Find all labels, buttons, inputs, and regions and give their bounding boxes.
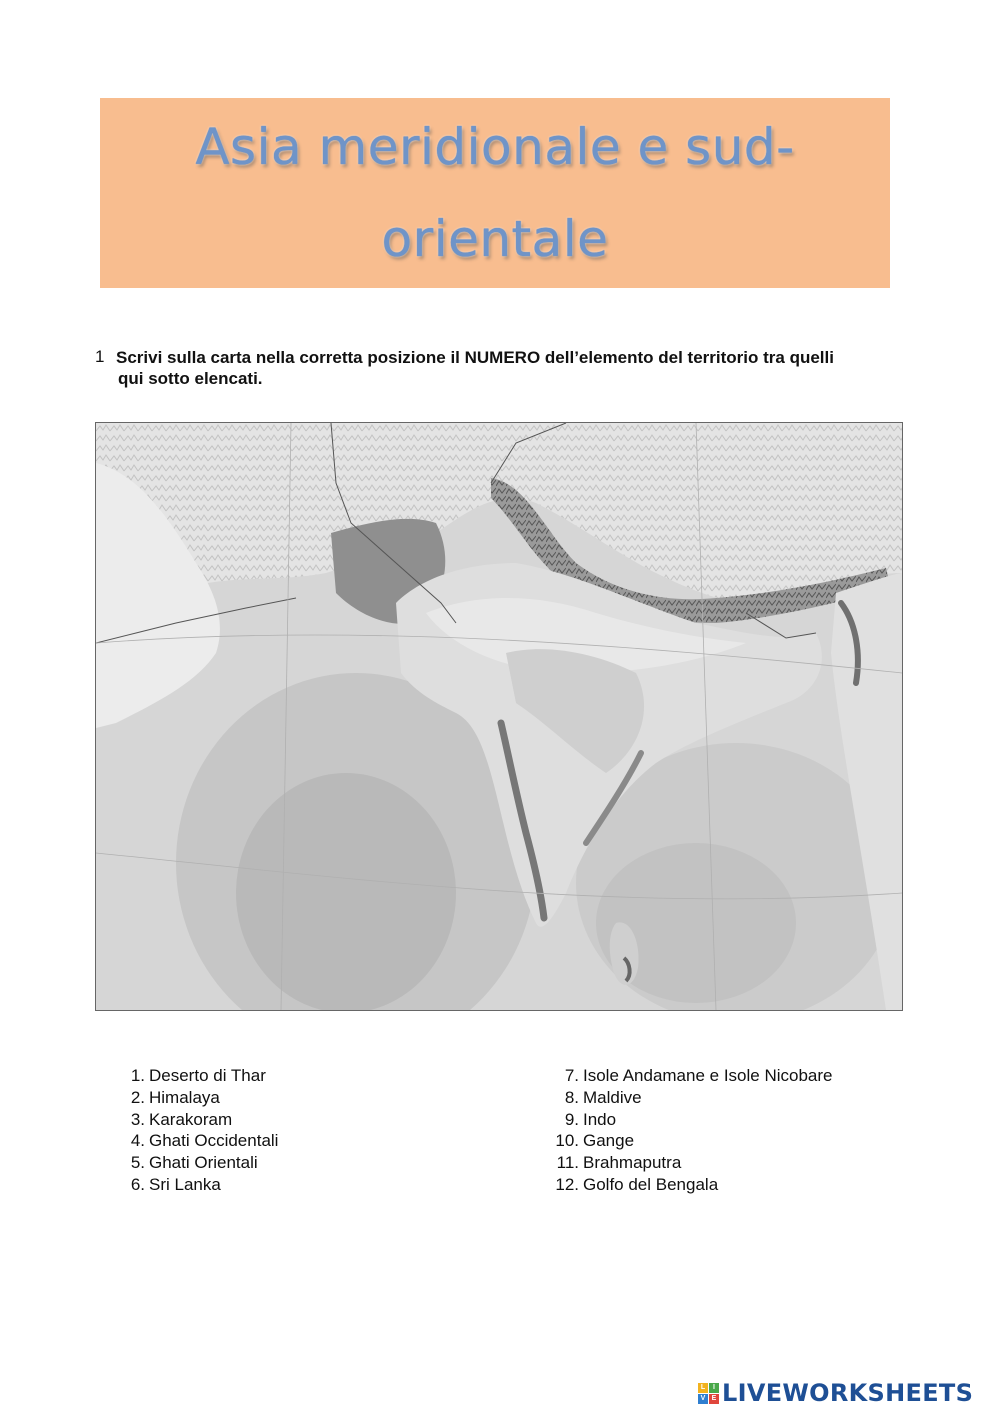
item-label: Brahmaputra: [583, 1153, 682, 1173]
item-number: 2.: [130, 1087, 145, 1107]
item-label: Deserto di Thar: [149, 1066, 266, 1085]
list-item: [112, 1087, 412, 1109]
list-item: [546, 1130, 926, 1152]
title-line-2: orientale: [381, 210, 609, 268]
list-item: [112, 1130, 412, 1152]
list-item: [546, 1152, 926, 1174]
relief-map-south-asia-icon: [96, 423, 902, 1010]
liveworksheets-branding[interactable]: [698, 1378, 973, 1408]
logo-letter: I: [709, 1383, 719, 1393]
logo-letter: E: [709, 1394, 719, 1404]
items-list-left: [112, 1065, 412, 1196]
item-number: 5.: [130, 1153, 145, 1173]
item-label: Isole Andamane e Isole Nicobare: [583, 1066, 833, 1085]
item-label: Karakoram: [149, 1109, 233, 1129]
brand-wordmark: LIVEWORKSHEETS: [722, 1379, 974, 1407]
item-number: 6.: [130, 1174, 145, 1194]
instruction-line-1: Scrivi sulla carta nella corretta posizione il NUMERO dell’elemento del territorio tra quelli: [116, 348, 834, 367]
item-label: Himalaya: [149, 1087, 220, 1107]
relief-map[interactable]: [95, 422, 903, 1011]
items-list-right: [546, 1065, 926, 1196]
item-number: 7.: [564, 1066, 579, 1085]
logo-letter: V: [698, 1394, 708, 1404]
list-item: [112, 1109, 412, 1131]
title-banner: [100, 98, 890, 288]
item-number: 10.: [555, 1131, 579, 1151]
list-item: [112, 1174, 412, 1196]
list-item: [546, 1087, 926, 1109]
item-label: Maldive: [583, 1087, 642, 1107]
liveworksheets-logo-icon: [698, 1383, 719, 1404]
item-number: 8.: [564, 1087, 579, 1107]
list-item: [112, 1152, 412, 1174]
item-number: 12.: [555, 1174, 579, 1194]
item-number: 3.: [130, 1109, 145, 1129]
item-label: Sri Lanka: [149, 1174, 221, 1194]
item-number: 1.: [130, 1066, 145, 1085]
instruction-text: [116, 347, 905, 389]
list-item: [112, 1065, 412, 1087]
item-label: Golfo del Bengala: [583, 1174, 719, 1194]
logo-letter: L: [698, 1383, 708, 1393]
list-item: [546, 1109, 926, 1131]
list-item: [546, 1065, 926, 1087]
item-label: Ghati Occidentali: [149, 1131, 279, 1151]
item-number: 11.: [556, 1153, 579, 1173]
item-label: Ghati Orientali: [149, 1153, 258, 1173]
exercise-instruction: [95, 347, 905, 389]
instruction-line-2: qui sotto elencati.: [118, 369, 263, 388]
list-item: [546, 1174, 926, 1196]
exercise-number: 1: [95, 347, 105, 366]
item-label: Indo: [583, 1109, 617, 1129]
item-number: 4.: [130, 1131, 145, 1151]
item-number: 9.: [564, 1109, 579, 1129]
title-line-1: Asia meridionale e sud-: [195, 118, 795, 176]
item-label: Gange: [583, 1131, 635, 1151]
